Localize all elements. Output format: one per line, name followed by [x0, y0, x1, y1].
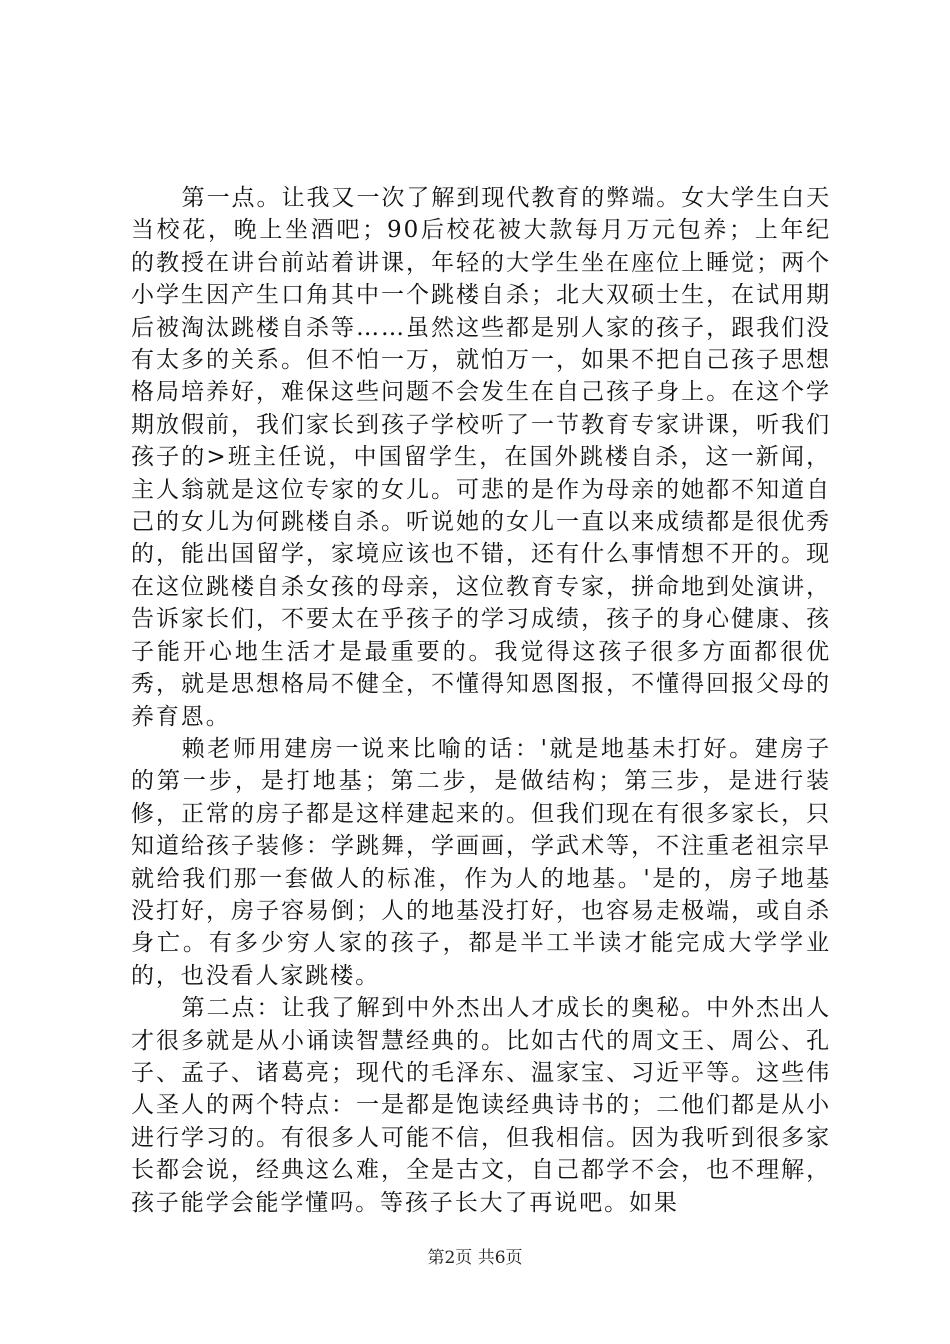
paragraph-2: 赖老师用建房一说来比喻的话：'就是地基未打好。建房子的第一步，是打地基；第二步，是做结构；第三步，是进行装修，正常的房子都是这样建起来的。但我们现在有很多家长，只知道给孩子装修：学跳舞，学画画，学武术等，不注重老祖宗早就给我们那一套做人的标准，作为人的地基。'是的，房子地基没打好，房子容易倒；人的地基没打好，也容易走极端，或自杀身亡。有多少穷人家的孩子，都是半工半读才能完成大学学业的，也没看人家跳楼。 [131, 735, 831, 989]
paragraph-1: 第一点。让我又一次了解到现代教育的弊端。女大学生白天当校花，晚上坐酒吧；90后校花被大款每月万元包养；上年纪的教授在讲台前站着讲课，年轻的大学生坐在座位上睡觉；两个小学生因产生口角其中一个跳楼自杀；北大双硕士生，在试用期后被淘汰跳楼自杀等……虽然这些都是别人家的孩子，跟我们没有太多的关系。但不怕一万，就怕万一，如果不把自己孩子思想格局培养好，难保这些问题不会发生在自己孩子身上。在这个学期放假前，我们家长到孩子学校听了一节教育专家讲课，听我们孩子的>班主任说，中国留学生，在国外跳楼自杀，这一新闻，主人翁就是这位专家的女儿。可悲的是作为母亲的她都不知道自己的女儿为何跳楼自杀。听说她的女儿一直以来成绩都是很优秀的，能出国留学，家境应该也不错，还有什么事情想不开的。现在这位跳楼自杀女孩的母亲，这位教育专家，拼命地到处演讲，告诉家长们，不要太在乎孩子的学习成绩，孩子的身心健康、孩子能开心地生活才是最重要的。我觉得这孩子很多方面都很优秀，就是思想格局不健全，不懂得知恩图报，不懂得回报父母的养育恩。 [131, 185, 831, 730]
body-text [131, 182, 831, 1219]
paragraph-3: 第二点：让我了解到中外杰出人才成长的奥秘。中外杰出人才很多就是从小诵读智慧经典的。比如古代的周文王、周公、孔子、孟子、诸葛亮；现代的毛泽东、温家宝、习近平等。这些伟人圣人的两个特点：一是都是饱读经典诗书的；二他们都是从小进行学习的。有很多人可能不信，但我相信。因为我听到很多家长都会说，经典这么难，全是古文，自己都学不会，也不理解，孩子能学会能学懂吗。等孩子长大了再说吧。如果 [131, 995, 831, 1216]
page-number-footer: 第2页 共6页 [427, 1248, 523, 1268]
